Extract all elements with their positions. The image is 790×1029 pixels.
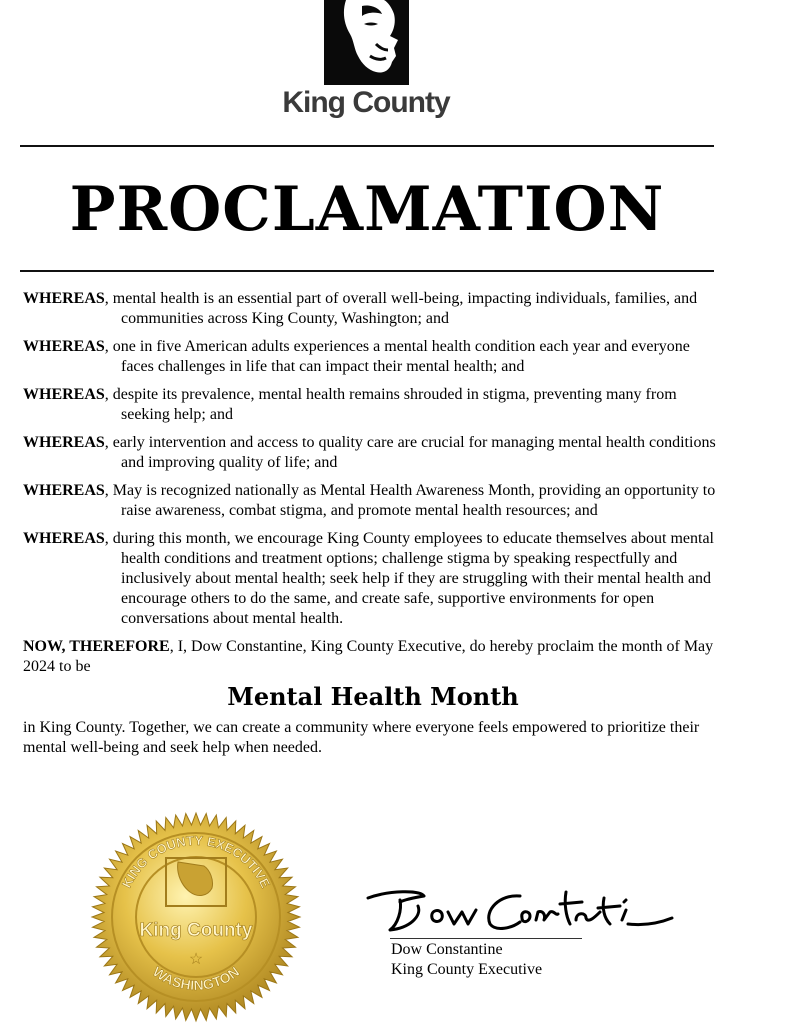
king-county-logo [0,0,790,130]
whereas-keyword: WHEREAS [23,530,105,547]
now-therefore-keyword: NOW, THEREFORE [23,638,170,655]
whereas-text: , during this month, we encourage King County employees to educate themselves about mental health conditions and treatment options; challenge stigma by speaking respectfully and inclusively about mental health; seek help if they are struggling with their mental health and encourage others to do the same, and create safe, supportive environments for open conversations about mental health. [104,530,714,627]
whereas-text: , one in five American adults experiences a mental health condition each year and everyone faces challenges in life that can impact their mental health; and [104,338,690,375]
signatory-name: Dow Constantine [391,941,503,958]
page-title: PROCLAMATION [69,174,665,245]
whereas-keyword: WHEREAS [23,434,105,451]
whereas-keyword: WHEREAS [23,482,105,499]
whereas-text: , mental health is an essential part of overall well-being, impacting individuals, families, and communities across King County, Washington; and [104,290,698,327]
seal-bottom-textpath: WASHINGTON [149,963,243,994]
signature-line [390,938,582,939]
bottom-divider [20,270,714,272]
king-county-logo-icon [324,0,409,85]
whereas-keyword: WHEREAS [23,386,105,403]
whereas-text: , May is recognized nationally as Mental Health Awareness Month, providing an opportunity to raise awareness, combat stigma, and promote mental health resources; and [104,482,716,519]
whereas-text: , early intervention and access to quality care are crucial for managing mental health conditions and improving quality of life; and [104,434,716,471]
closing-text: in King County. Together, we can create a community where everyone feels empowered to prioritize their mental well-being and seek help when needed. [23,719,700,756]
whereas-clause [23,337,723,377]
whereas-clause [23,289,723,329]
signatory-title: King County Executive [391,961,543,978]
whereas-clause [23,529,723,629]
logo-wordmark: King County [282,86,450,119]
top-divider [20,145,714,147]
gold-seal [86,810,306,1024]
seal-top-textpath: KING COUNTY EXECUTIVE [118,832,274,891]
proclamation-heading: Mental Health Month [227,682,519,711]
whereas-keyword: WHEREAS [23,290,105,307]
signatory-block [391,940,542,980]
whereas-clause [23,385,723,425]
whereas-clause [23,481,723,521]
seal-center-text: King County [139,920,253,941]
now-therefore-clause [23,637,723,677]
signature [360,880,680,940]
proclamation-body [23,289,723,758]
now-therefore-text: , I, Dow Constantine, King County Executive, do hereby proclaim the month of May 2024 to be [23,638,714,675]
seal-star-icon: ☆ [188,951,204,968]
whereas-text: , despite its prevalence, mental health remains shrouded in stigma, preventing many from seeking help; and [104,386,677,423]
whereas-clause [23,433,723,473]
whereas-keyword: WHEREAS [23,338,105,355]
